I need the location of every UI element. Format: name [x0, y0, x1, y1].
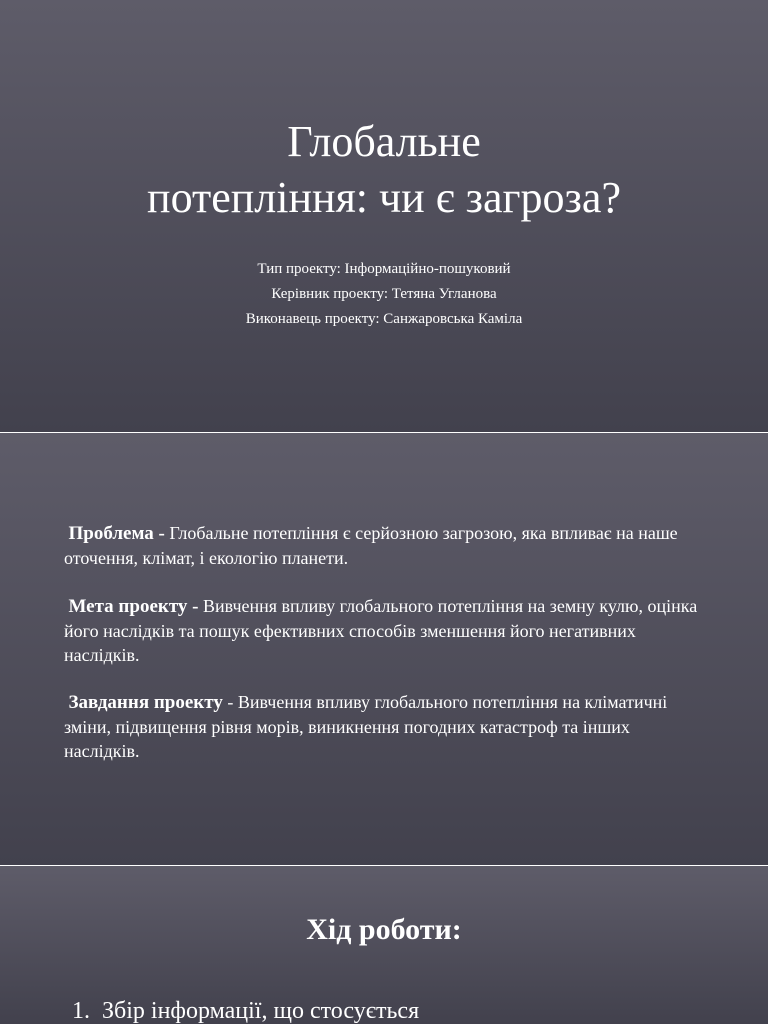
title-line-1: Глобальне [287, 117, 481, 166]
list-item [72, 996, 419, 1024]
workflow-title: Хід роботи: [306, 913, 462, 946]
tasks-paragraph [64, 690, 704, 763]
project-author: Виконавець проекту: Санжаровська Каміла [245, 311, 523, 327]
tasks-text: - Вивчення впливу глобального потепління на кліматичні зміни, підвищення рівня морів, виникнення погодних катастроф та інших наслідків. [64, 692, 668, 761]
problem-label: Проблема - [68, 523, 165, 544]
goal-label: Мета проекту - [68, 596, 199, 617]
workflow-slide [0, 866, 768, 1024]
list-item-text: Збір інформації, що стосується [102, 998, 420, 1024]
title-slide [0, 0, 768, 432]
presentation-title [0, 114, 768, 226]
project-supervisor: Керівник проекту: Тетяна Угланова [271, 286, 497, 302]
problem-slide [0, 433, 768, 865]
project-type: Тип проекту: Інформаційно-пошуковий [257, 261, 511, 277]
project-meta [0, 257, 768, 332]
tasks-label: Завдання проекту [68, 692, 223, 713]
goal-paragraph [64, 594, 704, 667]
title-line-2: потепління: чи є загроза? [147, 173, 621, 222]
goal-text: Вивчення впливу глобального потепління на земну кулю, оцінка його наслідків та пошук ефективних способів зменшення його негативних наслідків. [64, 596, 698, 665]
problem-text: Глобальне потепління є серйозною загрозою, яка впливає на наше оточення, клімат, і екологію планети. [64, 523, 678, 568]
list-item-number: 1. [72, 998, 90, 1024]
problem-paragraph [64, 521, 704, 570]
